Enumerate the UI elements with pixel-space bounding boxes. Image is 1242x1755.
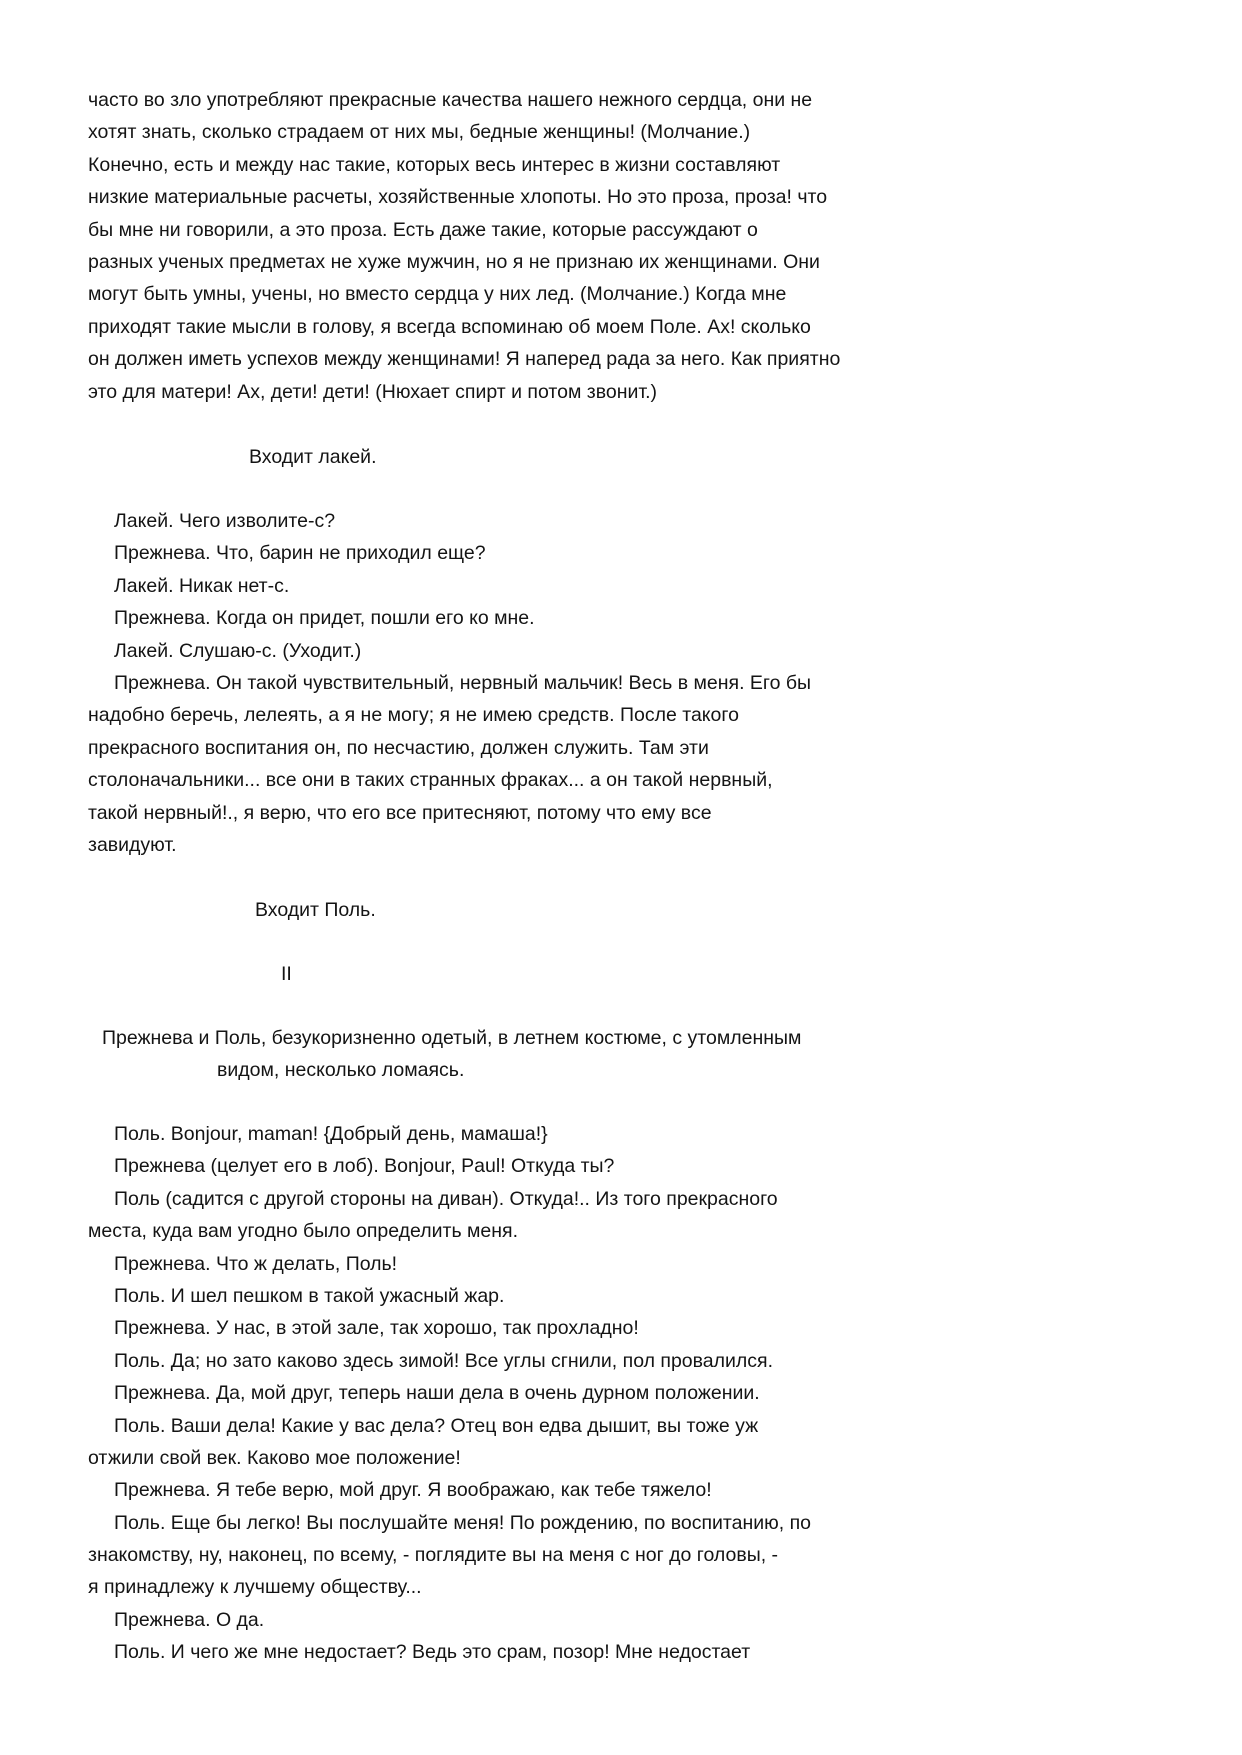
dialogue-line: места, куда вам угодно было определить меня. [88,1220,519,1243]
text-line: это для матери! Ах, дети! дети! (Нюхает спирт и потом звонит.) [88,380,658,403]
text-line: Конечно, есть и между нас такие, которых весь интерес в жизни составляют [88,153,781,176]
dialogue-line: знакомству, ну, наконец, по всему, - поглядите вы на меня с ног до головы, - [88,1544,779,1567]
dialogue-line: Поль. Ваши дела! Какие у вас дела? Отец вон едва дышит, вы тоже уж [114,1414,759,1437]
dialogue-line: Поль. Bonjour, maman! {Добрый день, мамаша!} [114,1123,548,1145]
dialogue-line: Прежнева. Когда он придет, пошли его ко мне. [114,607,535,630]
text-line: хотят знать, сколько страдаем от них мы, бедные женщины! (Молчание.) [88,121,751,144]
scene-number: II [281,963,292,985]
dialogue-block-2 [88,1118,948,1669]
dialogue-line: Прежнева. Он такой чувствительный, нервный мальчик! Весь в меня. Его бы [114,671,812,694]
dialogue-line: Поль. Еще бы легко! Вы послушайте меня! По рождению, по воспитанию, по [114,1511,811,1534]
dialogue-line: прекрасного воспитания он, по несчастию, должен служить. Там эти [88,736,709,759]
text-line: бы мне ни говорили, а это проза. Есть даже такие, которые рассуждают о [88,218,758,241]
dialogue-line: столоначальники... все они в таких странных фраках... а он такой нервный, [88,769,773,792]
dialogue-line: Прежнева. Да, мой друг, теперь наши дела в очень дурном положении. [114,1382,760,1405]
dialogue-block-1 [88,505,948,861]
dialogue-line: Поль (садится с другой стороны на диван). Откуда!.. Из того прекрасного [114,1187,778,1210]
dialogue-line: отжили свой век. Каково мое положение! [88,1446,461,1469]
dialogue-line: Лакей. Слушаю-с. (Уходит.) [114,639,362,662]
text-line: могут быть умны, учены, но вместо сердца у них лед. (Молчание.) Когда мне [88,283,787,306]
dialogue-line: надобно беречь, лелеять, а я не могу; я не имею средств. После такого [88,704,739,727]
text-line: часто во зло употребляют прекрасные качества нашего нежного сердца, они не [88,89,813,111]
opening-paragraph [88,84,948,408]
scene-description: видом, несколько ломаясь. [217,1059,465,1081]
dialogue-line: я принадлежу к лучшему обществу... [88,1576,422,1599]
text-line: он должен иметь успехов между женщинами! Я наперед рада за него. Как приятно [88,348,841,371]
dialogue-line: Лакей. Чего изволите-с? [114,510,336,532]
scene-description: Прежнева и Поль, безукоризненно одетый, в летнем костюме, с утомленным [102,1027,802,1049]
dialogue-line: завидуют. [88,833,177,856]
dialogue-line: Поль. И чего же мне недостает? Ведь это срам, позор! Мне недостает [114,1641,751,1664]
dialogue-line: Прежнева. Что ж делать, Поль! [114,1252,398,1275]
text-line: приходят такие мысли в голову, я всегда вспоминаю об моем Поле. Ах! сколько [88,315,811,338]
dialogue-line: Прежнева. У нас, в этой зале, так хорошо, так прохладно! [114,1317,639,1340]
dialogue-line: Прежнева. Что, барин не приходил еще? [114,542,486,565]
dialogue-line: Поль. И шел пешком в такой ужасный жар. [114,1284,505,1307]
dialogue-line: Поль. Да; но зато каково здесь зимой! Все углы сгнили, пол провалился. [114,1349,774,1372]
text-line: низкие материальные расчеты, хозяйственные хлопоты. Но это проза, проза! что [88,186,828,209]
dialogue-line: такой нервный!., я верю, что его все притесняют, потому что ему все [88,801,712,824]
dialogue-line: Лакей. Никак нет-с. [114,574,290,597]
dialogue-line: Прежнева (целует его в лоб). Bonjour, Paul! Откуда ты? [114,1155,615,1178]
stage-direction-footman-enters: Входит лакей. [249,446,377,468]
dialogue-line: Прежнева. О да. [114,1608,265,1631]
text-line: разных ученых предметах не хуже мужчин, но я не признаю их женщинами. Они [88,250,820,273]
stage-direction-paul-enters: Входит Поль. [255,899,376,921]
dialogue-line: Прежнева. Я тебе верю, мой друг. Я воображаю, как тебе тяжело! [114,1479,712,1502]
